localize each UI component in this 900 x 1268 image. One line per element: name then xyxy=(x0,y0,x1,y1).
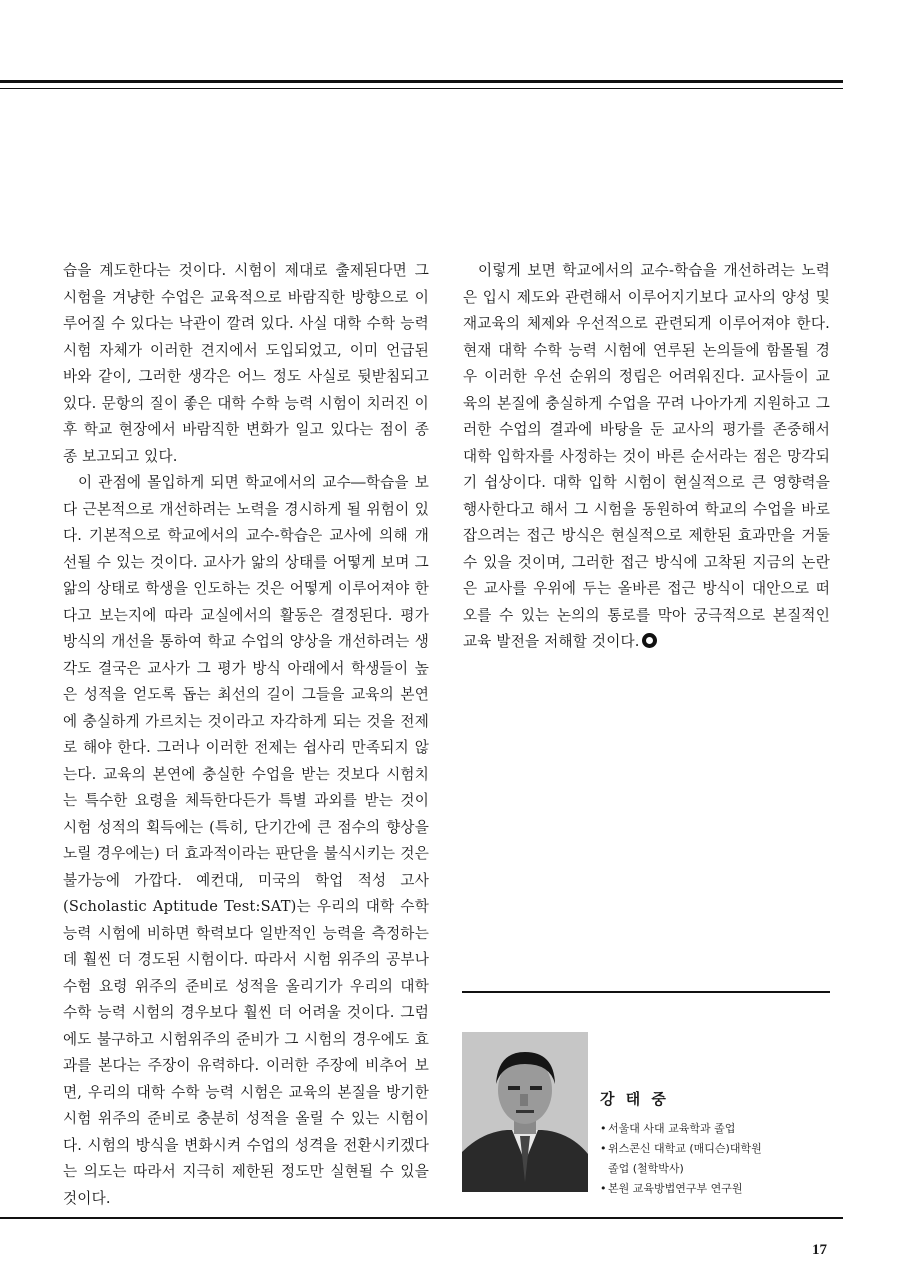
end-of-article-icon xyxy=(642,633,657,648)
bio-line xyxy=(600,1119,840,1139)
author-bio xyxy=(600,1088,840,1199)
author-name: 강 태 중 xyxy=(600,1090,669,1108)
bio-text: 서울대 사대 교육학과 졸업 xyxy=(608,1122,736,1135)
bio-text: 본원 교육방법연구부 연구원 xyxy=(608,1182,743,1195)
bio-divider xyxy=(462,991,830,993)
portrait-image xyxy=(462,1032,588,1192)
left-column xyxy=(63,258,429,1212)
right-column xyxy=(463,258,830,656)
bullet: • xyxy=(600,1122,607,1135)
bullet: • xyxy=(600,1142,607,1155)
header-rule-thick xyxy=(0,80,843,83)
bio-text: 위스콘신 대학교 (매디슨)대학원 xyxy=(608,1142,762,1155)
paragraph: 이렇게 보면 학교에서의 교수-학습을 개선하려는 노력은 입시 제도와 관련해서 이루어지기보다 교사의 양성 및 재교육의 체제와 우선적으로 관련되게 이루어져야 한다. 현재 대학 수학 능력 시험에 연루된 논의들에 함몰될 경우 이러한 우선 순위의 정립은 어려워진다. 교사들이 교육의 본질에 충실하게 수업을 꾸려 나아가게 지원하고 그러한 수업의 결과에 바탕을 둔 교사의 평가를 존중해서 대학 입학자를 사정하는 것이 바른 순서라는 점은 망각되기 쉽상이다. 대학 입학 시험이 현실적으로 큰 영향력을 행사한다고 해서 그 시험을 동원하여 학교의 수업을 바로 잡으려는 접근 방식은 현실적으로 제한된 효과만을 거둘 수 있을 것이며, 그러한 접근 방식에 고착된 지금의 논란은 교사를 우위에 두는 올바른 접근 방식이 대안으로 떠오를 수 있는 논의의 통로를 막아 궁극적으로 본질적인 교육 발전을 저해할 것이다. xyxy=(463,262,830,650)
bullet: • xyxy=(600,1182,607,1195)
bio-line xyxy=(600,1179,840,1199)
paragraph: 이 관점에 몰입하게 되면 학교에서의 교수―학습을 보다 근본적으로 개선하려는 노력을 경시하게 될 위험이 있다. 기본적으로 학교에서의 교수-학습은 교사에 의해 개선될 수 있는 것이다. 교사가 앎의 상태를 어떻게 보며 그 앎의 상태로 학생을 인도하는 것은 어떻게 이루어져야 한다고 보는지에 따라 교실에서의 활동은 결정된다. 평가 방식의 개선을 통하여 학교 수업의 양상을 개선하려는 생각도 결국은 교사가 그 평가 방식 아래에서 학생들이 높은 성적을 얻도록 돕는 최선의 길이 그들을 교육의 본연에 충실하게 가르치는 것이라고 자각하게 되는 것을 전제로 해야 한다. 그러나 이러한 전제는 쉽사리 만족되지 않는다. 교육의 본연에 충실한 수업을 받는 것보다 시험치는 특수한 요령을 체득한다든가 특별 과외를 받는 것이 시험 성적의 획득에는 (특히, 단기간에 큰 점수의 향상을 노릴 경우에는) 더 효과적이라는 판단을 불식시키는 것은 불가능에 가깝다. 예컨대, 미국의 학업 적성 고사(Scholastic Aptitude Test:SAT)는 우리의 대학 수학 능력 시험에 비하면 학력보다 일반적인 능력을 측정하는 데 훨씬 더 경도된 시험이다. 따라서 시험 위주의 공부나 수험 요령 위주의 준비로 성적을 올리기가 우리의 대학 수학 능력 시험의 경우보다 훨씬 더 어려울 것이다. 그럼에도 불구하고 시험위주의 준비가 그 시험의 경우에도 효과를 본다는 주장이 유력하다. 이러한 주장에 비추어 보면, 우리의 대학 수학 능력 시험은 교육의 본질을 방기한 시험 위주의 준비로 충분히 성적을 올릴 수 있는 시험이다. 시험의 방식을 변화시켜 수업의 성격을 전환시키겠다는 의도는 따라서 지극히 제한된 정도만 실현될 수 있을 것이다. xyxy=(63,474,429,1207)
bio-text: 졸업 (철학박사) xyxy=(608,1162,684,1175)
header-rule-thin xyxy=(0,88,843,89)
paragraph: 습을 계도한다는 것이다. 시험이 제대로 출제된다면 그 시험을 겨냥한 수업은 교육적으로 바람직한 방향으로 이루어질 수 있다는 낙관이 깔려 있다. 사실 대학 수학 능력 시험 자체가 이러한 견지에서 도입되었고, 이미 언급된 바와 같이, 그러한 생각은 어느 정도 사실로 뒷받침되고 있다. 문항의 질이 좋은 대학 수학 능력 시험이 치러진 이후 학교 현장에서 바람직한 변화가 일고 있다는 점이 종종 보고되고 있다. xyxy=(63,262,429,465)
footer-rule xyxy=(0,1217,843,1219)
bio-line xyxy=(600,1139,840,1159)
author-photo xyxy=(462,1032,588,1192)
bio-line xyxy=(600,1159,840,1179)
paragraph-with-end-mark xyxy=(463,258,830,656)
page-number: 17 xyxy=(812,1242,827,1258)
